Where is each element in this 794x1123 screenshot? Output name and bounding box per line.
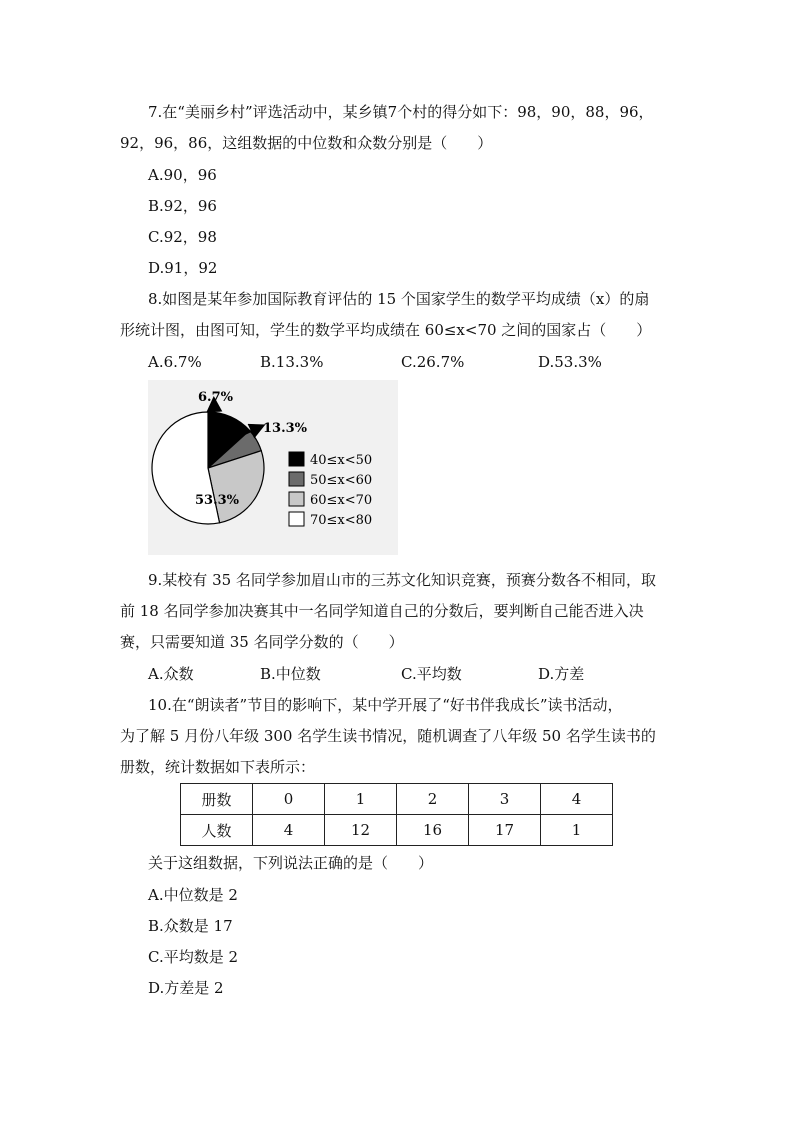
q10-stem-line3: 册数，统计数据如下表所示：	[120, 758, 316, 776]
q7-option-d: D.91，92	[148, 259, 218, 277]
pie-chart-figure	[148, 380, 398, 555]
table-row	[181, 784, 613, 815]
label-53-3: 53.3%	[195, 493, 240, 508]
table-cell: 2	[397, 784, 469, 815]
table-cell: 4	[253, 815, 325, 846]
q9-option-d: D.方差	[538, 665, 585, 683]
label-6-7: 6.7%	[198, 390, 233, 405]
q7-stem-line2: 92，96，86，这组数据的中位数和众数分别是（ ）	[120, 134, 493, 152]
q8-option-a: A.6.7%	[148, 353, 202, 371]
q9-stem-line2: 前 18 名同学参加决赛其中一名同学知道自己的分数后，要判断自己能否进入决	[120, 602, 644, 620]
table-cell: 1	[541, 815, 613, 846]
table-cell: 3	[469, 784, 541, 815]
table-cell: 1	[325, 784, 397, 815]
q8-stem-line1: 8.如图是某年参加国际教育评估的 15 个国家学生的数学平均成绩（x）的扇	[148, 290, 650, 308]
books-table	[180, 783, 613, 846]
q10-stem-line1: 10.在“朗读者”节目的影响下，某中学开展了“好书伴我成长”读书活动，	[148, 696, 623, 714]
legend-label-2: 60≤x<70	[310, 493, 373, 508]
q7-stem-line1: 7.在“美丽乡村”评选活动中，某乡镇7个村的得分如下：98，90，88，96，	[148, 103, 654, 121]
q8-option-c: C.26.7%	[401, 353, 465, 371]
table-cell: 人数	[181, 815, 253, 846]
legend-swatch-3	[289, 512, 304, 526]
q9-option-b: B.中位数	[260, 665, 321, 683]
q10-option-c: C.平均数是 2	[148, 948, 239, 966]
table-cell: 4	[541, 784, 613, 815]
table-cell: 册数	[181, 784, 253, 815]
q10-option-a: A.中位数是 2	[148, 886, 238, 904]
q9-stem-line1: 9.某校有 35 名同学参加眉山市的三苏文化知识竞赛，预赛分数各不相同，取	[148, 571, 656, 589]
table-cell: 16	[397, 815, 469, 846]
legend-swatch-2	[289, 492, 304, 506]
legend-label-0: 40≤x<50	[310, 453, 373, 468]
q10-option-b: B.众数是 17	[148, 917, 233, 935]
table-cell: 17	[469, 815, 541, 846]
legend-label-1: 50≤x<60	[310, 473, 373, 488]
q7-option-b: B.92，96	[148, 197, 217, 215]
q7-option-a: A.90，96	[148, 166, 217, 184]
q10-option-d: D.方差是 2	[148, 979, 224, 997]
q9-option-c: C.平均数	[401, 665, 462, 683]
q9-stem-line3: 赛，只需要知道 35 名同学分数的（ ）	[120, 633, 404, 651]
legend-label-3: 70≤x<80	[310, 513, 373, 528]
table-cell: 0	[253, 784, 325, 815]
pie-chart	[148, 380, 398, 555]
q9-option-a: A.众数	[148, 665, 194, 683]
label-13-3: 13.3%	[263, 421, 308, 436]
q7-option-c: C.92，98	[148, 228, 217, 246]
arrow-6-7	[214, 402, 215, 427]
q10-question: 关于这组数据，下列说法正确的是（ ）	[148, 854, 434, 872]
table-row	[181, 815, 613, 846]
q8-stem-line2: 形统计图，由图可知，学生的数学平均成绩在 60≤x<70 之间的国家占（ ）	[120, 321, 652, 339]
table-cell: 12	[325, 815, 397, 846]
q8-option-d: D.53.3%	[538, 353, 602, 371]
legend-swatch-0	[289, 452, 304, 466]
legend-swatch-1	[289, 472, 304, 486]
q10-stem-line2: 为了解 5 月份八年级 300 名学生读书情况，随机调查了八年级 50 名学生读书的	[120, 727, 656, 745]
q8-option-b: B.13.3%	[260, 353, 324, 371]
